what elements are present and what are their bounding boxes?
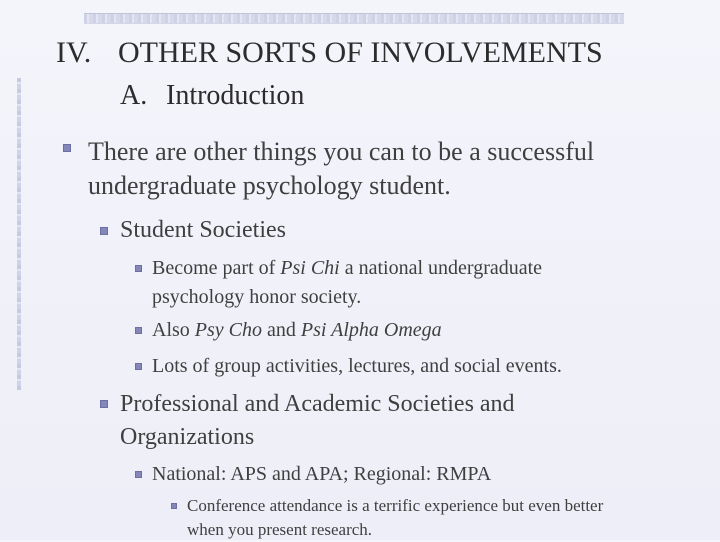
- main-point-line1: There are other things you can to be a successful: [88, 137, 595, 166]
- slide-subtitle: [120, 82, 304, 110]
- bullet-square-icon: [135, 265, 142, 272]
- emphasis: Psi Chi: [280, 257, 340, 279]
- also-item: [152, 316, 442, 344]
- lots-item: Lots of group activities, lectures, and social events.: [152, 355, 562, 377]
- text: and: [262, 319, 301, 341]
- emphasis: Psy Cho: [194, 319, 263, 341]
- text: Become part of: [152, 257, 281, 279]
- bullet-square-icon: [135, 363, 142, 370]
- student-societies-item: Student Societies: [120, 217, 286, 243]
- national-item: National: APS and APA; Regional: RMPA: [152, 463, 492, 485]
- text: a national undergraduate: [339, 257, 543, 279]
- bullet-square-icon: [100, 227, 108, 235]
- psi-chi-item-line1: [152, 254, 542, 282]
- main-point-line2: undergraduate psychology student.: [88, 171, 451, 200]
- top-decorative-rule: [84, 13, 624, 24]
- conference-item-line2: when you present research.: [187, 520, 373, 539]
- bullet-square-icon: [171, 503, 177, 509]
- title-number: IV.: [56, 36, 92, 69]
- subtitle-text: Introduction: [166, 80, 305, 111]
- professional-item-line2: Organizations: [120, 424, 255, 450]
- title-text: OTHER SORTS OF INVOLVEMENTS: [118, 36, 603, 69]
- text: Also: [152, 319, 195, 341]
- professional-item-line1: Professional and Academic Societies and: [120, 391, 515, 417]
- bullet-square-icon: [135, 327, 142, 334]
- bullet-square-icon: [135, 471, 142, 478]
- psi-chi-item-line2: psychology honor society.: [152, 286, 362, 308]
- left-decorative-rule: [17, 78, 21, 390]
- subtitle-letter: A.: [120, 80, 148, 111]
- bullet-square-icon: [100, 400, 108, 408]
- emphasis: Psi Alpha Omega: [300, 319, 442, 341]
- conference-item-line1: Conference attendance is a terrific experience but even better: [187, 496, 604, 515]
- slide-title: [56, 38, 603, 68]
- bullet-square-icon: [63, 144, 71, 152]
